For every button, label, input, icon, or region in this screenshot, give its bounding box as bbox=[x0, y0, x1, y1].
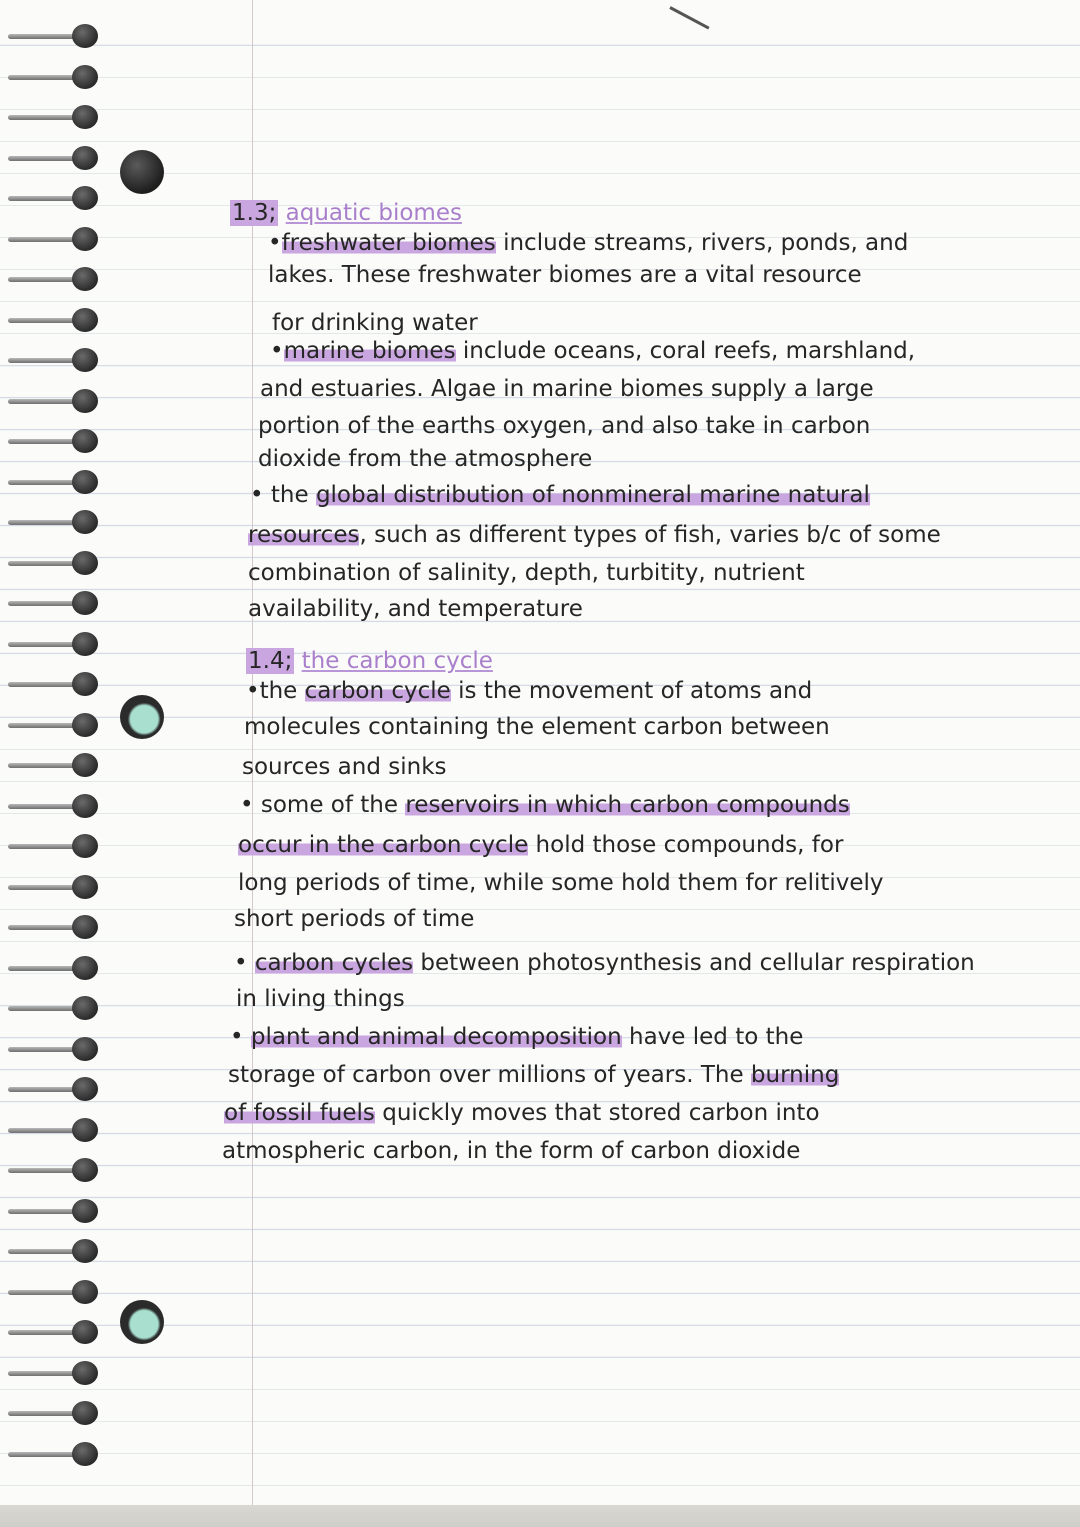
spiral-coil bbox=[8, 994, 100, 1022]
page-bottom-edge bbox=[0, 1505, 1080, 1527]
note-line: dioxide from the atmosphere bbox=[258, 446, 593, 472]
bullet: • bbox=[234, 950, 255, 976]
note-line: molecules containing the element carbon between bbox=[244, 714, 830, 740]
punch-hole bbox=[120, 150, 164, 194]
highlighted-term: resources bbox=[248, 522, 360, 548]
note-line bbox=[230, 1026, 803, 1049]
highlighted-term: of fossil fuels bbox=[224, 1100, 375, 1126]
spiral-coil bbox=[8, 427, 100, 455]
spiral-coil bbox=[8, 22, 100, 50]
spiral-coil bbox=[8, 751, 100, 779]
spiral-coil bbox=[8, 630, 100, 658]
spiral-coil bbox=[8, 144, 100, 172]
note-line bbox=[250, 484, 870, 507]
note-line: combination of salinity, depth, turbitity, nutrient bbox=[248, 560, 805, 586]
spiral-coil bbox=[8, 1359, 100, 1387]
note-line bbox=[240, 794, 850, 817]
highlighted-term: freshwater biomes bbox=[281, 230, 496, 256]
spiral-coil bbox=[8, 1237, 100, 1265]
section-number: 1.3; bbox=[232, 200, 277, 226]
spiral-coil bbox=[8, 387, 100, 415]
spiral-coil bbox=[8, 1318, 100, 1346]
note-line: sources and sinks bbox=[242, 754, 447, 780]
section-heading bbox=[246, 650, 493, 673]
bullet: • bbox=[268, 230, 282, 256]
note-line bbox=[238, 834, 843, 857]
bullet: •the bbox=[246, 678, 305, 704]
spiral-coil bbox=[8, 346, 100, 374]
note-text: hold those compounds, for bbox=[528, 832, 844, 858]
spiral-coil bbox=[8, 184, 100, 212]
highlighted-term: global distribution of nonmineral marine natural bbox=[315, 482, 870, 508]
note-text: , such as different types of fish, varies b/c of some bbox=[359, 522, 941, 548]
highlighted-term: carbon cycles bbox=[254, 950, 414, 976]
note-line: portion of the earths oxygen, and also take in carbon bbox=[258, 413, 871, 439]
spiral-coil bbox=[8, 954, 100, 982]
section-heading bbox=[230, 202, 462, 225]
spiral-coil bbox=[8, 1156, 100, 1184]
spiral-coil bbox=[8, 306, 100, 334]
bullet: • bbox=[230, 1024, 251, 1050]
bullet: • bbox=[270, 338, 284, 364]
note-line bbox=[270, 340, 915, 363]
spiral-coil bbox=[8, 549, 100, 577]
spiral-coil bbox=[8, 1035, 100, 1063]
note-line: and estuaries. Algae in marine biomes supply a large bbox=[260, 376, 874, 402]
note-text: include streams, rivers, ponds, and bbox=[495, 230, 909, 256]
note-line: in living things bbox=[236, 986, 405, 1012]
note-text: quickly moves that stored carbon into bbox=[374, 1100, 820, 1126]
spiral-coil bbox=[8, 63, 100, 91]
note-line: for drinking water bbox=[272, 310, 478, 336]
highlighted-term: occur in the carbon cycle bbox=[238, 832, 529, 858]
spiral-coil bbox=[8, 1278, 100, 1306]
note-line: long periods of time, while some hold them for relitively bbox=[238, 870, 884, 896]
note-text: between photosynthesis and cellular respiration bbox=[413, 950, 975, 976]
spiral-coil bbox=[8, 1075, 100, 1103]
highlighted-term: carbon cycle bbox=[304, 678, 451, 704]
spiral-coil bbox=[8, 670, 100, 698]
note-line bbox=[246, 680, 812, 703]
note-line bbox=[248, 524, 941, 547]
spiral-coil bbox=[8, 832, 100, 860]
pen-stroke-mark bbox=[669, 6, 709, 29]
spiral-coil bbox=[8, 792, 100, 820]
spiral-coil bbox=[8, 468, 100, 496]
note-text: is the movement of atoms and bbox=[450, 678, 813, 704]
spiral-coil bbox=[8, 1116, 100, 1144]
punch-hole bbox=[120, 695, 164, 739]
note-text: have led to the bbox=[621, 1024, 804, 1050]
spiral-coil bbox=[8, 913, 100, 941]
spiral-coil bbox=[8, 873, 100, 901]
spiral-coil bbox=[8, 225, 100, 253]
note-text: storage of carbon over millions of years. The bbox=[228, 1062, 751, 1088]
note-line: atmospheric carbon, in the form of carbon dioxide bbox=[222, 1138, 801, 1164]
note-line: lakes. These freshwater biomes are a vital resource bbox=[268, 262, 862, 288]
note-line: availability, and temperature bbox=[248, 596, 583, 622]
spiral-coil bbox=[8, 1440, 100, 1468]
spiral-coil bbox=[8, 103, 100, 131]
note-line bbox=[228, 1064, 839, 1087]
spiral-binding bbox=[0, 0, 110, 1527]
note-line bbox=[268, 232, 908, 255]
spiral-coil bbox=[8, 265, 100, 293]
highlighted-term: marine biomes bbox=[283, 338, 456, 364]
note-text: include oceans, coral reefs, marshland, bbox=[455, 338, 916, 364]
punch-hole bbox=[120, 1300, 164, 1344]
section-number: 1.4; bbox=[248, 648, 293, 674]
spiral-coil bbox=[8, 1399, 100, 1427]
section-title: the carbon cycle bbox=[301, 648, 493, 674]
highlighted-term: reservoirs in which carbon compounds bbox=[405, 792, 850, 818]
spiral-coil bbox=[8, 508, 100, 536]
note-line bbox=[234, 952, 975, 975]
spiral-coil bbox=[8, 1197, 100, 1225]
section-title: aquatic biomes bbox=[285, 200, 462, 226]
bullet: • some of the bbox=[240, 792, 406, 818]
spiral-coil bbox=[8, 711, 100, 739]
bullet: • the bbox=[250, 482, 316, 508]
highlighted-term: burning bbox=[750, 1062, 840, 1088]
note-line bbox=[224, 1102, 820, 1125]
note-line: short periods of time bbox=[234, 906, 475, 932]
spiral-coil bbox=[8, 589, 100, 617]
highlighted-term: plant and animal decomposition bbox=[250, 1024, 622, 1050]
